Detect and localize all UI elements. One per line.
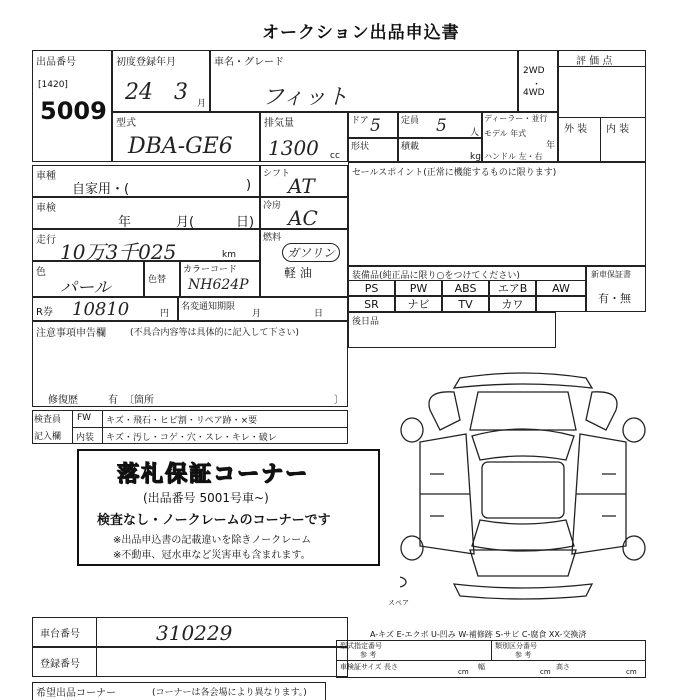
usage-close: ) — [246, 178, 252, 193]
model-year-label: モデル 年式 — [484, 129, 527, 138]
equipment-item: ナビ — [395, 296, 442, 312]
mileage-unit: km — [222, 250, 236, 260]
warranty-value: 有・無 — [598, 292, 631, 305]
sales-point-label: セールスポイント(正常に機能するものに限ります) — [352, 168, 557, 178]
registration-number-label: 登録番号 — [40, 659, 80, 670]
recycle-value: 10810 — [72, 299, 130, 320]
lot-number-label: 出品番号 — [36, 57, 76, 68]
repair-place: 〔箇所 — [124, 395, 154, 406]
notes-label: 注意事項申告欄 — [36, 328, 106, 339]
drive-4wd: 4WD — [523, 88, 545, 98]
width-unit: cm — [540, 668, 551, 676]
load-label: 積載 — [401, 142, 420, 152]
rating-interior: 内 装 — [606, 124, 630, 135]
category-label: 類別区分番号 — [495, 642, 537, 650]
registration-month: 3 — [174, 80, 188, 105]
name-change-month: 月 — [252, 309, 262, 319]
ac-label: 冷房 — [263, 201, 282, 211]
interior-desc: キズ・汚し・コゲ・穴・スレ・キレ・破レ — [106, 433, 277, 443]
repair-value: 有 — [108, 395, 118, 406]
rating-exterior: 外 装 — [564, 124, 588, 135]
chassis-value: 310229 — [156, 621, 233, 645]
inspection-day: 日) — [236, 215, 255, 230]
displacement-value: 1300 — [268, 136, 319, 160]
chassis-label: 車台番号 — [40, 629, 80, 640]
inspection-box — [32, 197, 260, 229]
length-unit: cm — [458, 668, 469, 676]
model-name: フィット — [262, 85, 349, 110]
ac-value: AC — [288, 206, 318, 230]
preferred-corner-label: 希望出品コーナー — [36, 688, 116, 699]
fuel-label: 燃料 — [263, 233, 282, 243]
capacity-label: 定員 — [401, 116, 420, 126]
doors-value: 5 — [370, 116, 381, 136]
warranty-label: 新車保証書 — [591, 270, 631, 279]
notes-sub: (不具合内容等は具体的に記入して下さい) — [130, 328, 300, 338]
inspection-label: 車検 — [36, 203, 56, 214]
equipment-item: AW — [536, 280, 586, 296]
preferred-corner-note: (コーナーは各会場により異なります。) — [152, 688, 307, 698]
lot-number: 5009 — [40, 97, 107, 125]
shift-value: AT — [288, 174, 315, 198]
inspector-label: 検査員 — [34, 415, 62, 425]
height-label: 高さ — [556, 663, 570, 671]
color-code-label: カラーコード — [183, 265, 238, 275]
lot-prefix: [1420] — [38, 80, 68, 90]
color-code-value: NH624P — [188, 277, 249, 293]
equipment-item: PW — [395, 280, 442, 296]
retrofit-label: 後日品 — [352, 317, 380, 327]
registration-label: 初度登録年月 — [116, 57, 176, 68]
banner-main: 検査なし・ノークレームのコーナーです — [97, 513, 331, 528]
usage-label: 車種 — [36, 171, 56, 182]
damage-legend: A-キズ E-エクボ U-凹み W-補修跡 S-サビ C-腐食 XX-交換済 — [370, 630, 587, 639]
equipment-item: SR — [348, 296, 395, 312]
repair-label: 修復歴 — [48, 395, 78, 406]
form-title: オークション出品申込書 — [262, 23, 460, 43]
inspection-year: 年 — [118, 215, 132, 230]
equipment-label: 装備品(純正品に限り○をつけてください) — [352, 271, 520, 281]
dealer-label: ディーラー・並行 — [484, 114, 548, 123]
interior-label: 内装 — [76, 433, 95, 443]
banner-note-2: ※不動車、冠水車など災害車も含まれます。 — [113, 550, 311, 561]
recorder-label: 記入欄 — [34, 432, 62, 442]
guarantee-banner — [77, 449, 380, 566]
usage-box — [32, 165, 260, 197]
equipment-item: ABS — [442, 280, 489, 296]
fw-label: FW — [77, 413, 92, 423]
length-label: 長さ — [384, 663, 398, 671]
registration-month-unit: 月 — [197, 99, 207, 109]
equipment-item: TV — [442, 296, 489, 312]
model-year-unit: 年 — [546, 141, 556, 151]
size-label: 車検証サイズ — [340, 663, 382, 671]
registration-year: 24 — [125, 80, 153, 105]
banner-title: 落札保証コーナー — [117, 462, 310, 487]
displacement-label: 排気量 — [264, 118, 294, 129]
name-change-day: 日 — [314, 309, 324, 319]
color-change-label: 色替 — [148, 275, 167, 285]
inspection-month: 月( — [176, 215, 195, 230]
capacity-unit: 人 — [470, 128, 480, 138]
doors-label: ドア — [351, 116, 369, 126]
fuel-gasoline: ガソリン — [282, 243, 340, 262]
category-ref: 参 考 — [515, 651, 532, 659]
model-spec-label: 型式指定番号 — [340, 642, 382, 650]
spare-label: スペア — [388, 599, 409, 607]
recycle-unit: 円 — [160, 309, 170, 319]
equipment-item — [536, 296, 586, 312]
usage-value: 自家用・( — [72, 182, 130, 197]
mileage-value: 10万3千025 — [60, 240, 177, 264]
type-value: DBA-GE6 — [128, 134, 233, 159]
repair-close: 〕 — [334, 395, 344, 406]
rating-label: 評 価 点 — [576, 56, 613, 67]
handle-label: ハンドル 左・右 — [484, 152, 543, 161]
width-label: 幅 — [478, 663, 485, 671]
height-unit: cm — [626, 668, 637, 676]
load-unit: kg — [470, 152, 481, 162]
equipment-item: PS — [348, 280, 395, 296]
banner-sub: (出品番号 5001号車~) — [143, 491, 269, 505]
model-grade-label: 車名・グレード — [214, 57, 284, 68]
recycle-label: R券 — [36, 307, 53, 318]
banner-note-1: ※出品申込書の記載違いを除きノークレーム — [113, 535, 312, 546]
vehicle-damage-diagram — [400, 370, 646, 610]
fw-desc: キズ・飛石・ヒビ割・リペア跡・×要 — [106, 416, 258, 426]
equipment-item: カワ — [489, 296, 536, 312]
shape-label: 形状 — [351, 142, 370, 152]
mileage-label: 走行 — [36, 235, 56, 246]
drive-2wd: 2WD — [523, 66, 545, 76]
shift-label: シフト — [263, 169, 291, 179]
fuel-diesel: 軽 油 — [284, 266, 312, 280]
retrofit-box — [348, 312, 556, 348]
drive-dot: ・ — [532, 80, 542, 90]
name-change-label: 名変通知期限 — [181, 302, 236, 312]
color-label: 色 — [36, 267, 46, 278]
equipment-item: エアB — [489, 280, 536, 296]
displacement-unit: cc — [330, 151, 340, 161]
capacity-value: 5 — [436, 116, 447, 136]
type-label: 型式 — [116, 118, 136, 129]
color-value: パール — [60, 278, 111, 298]
model-spec-ref: 参 考 — [360, 651, 377, 659]
